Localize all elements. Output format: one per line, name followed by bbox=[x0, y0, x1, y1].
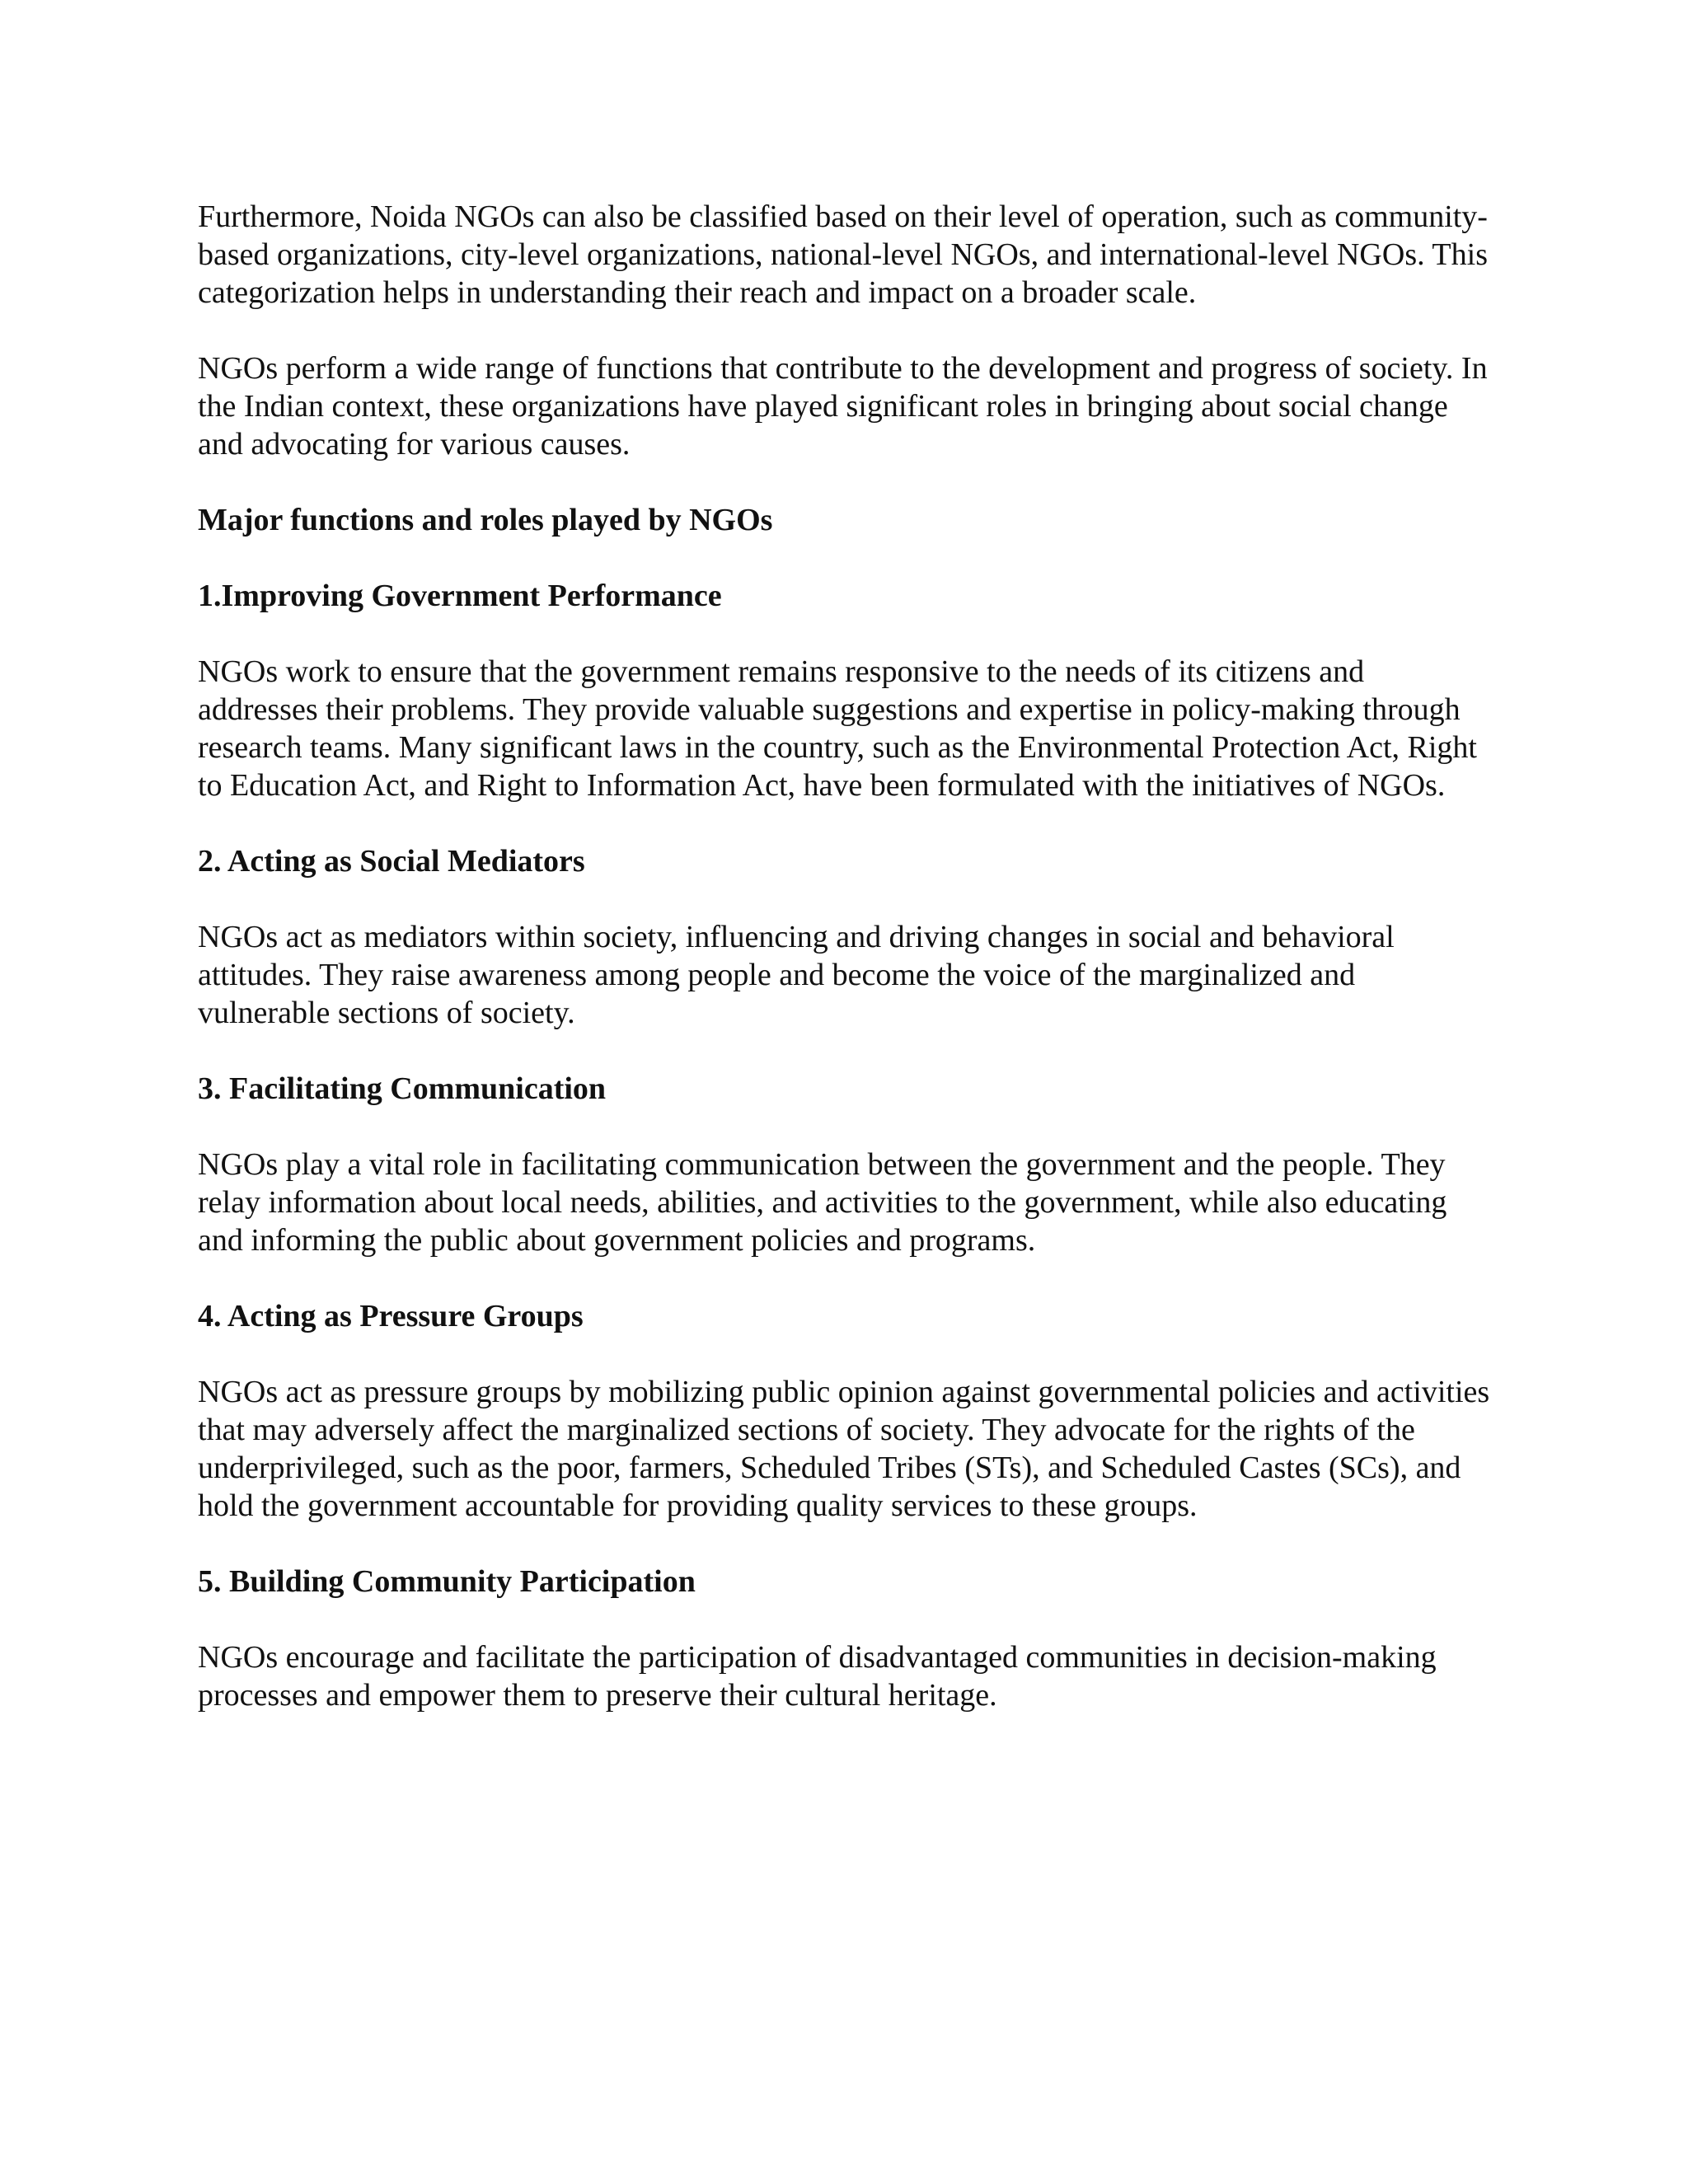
section-body-3: NGOs play a vital role in facilitating communication between the government and the people. They relay information about local needs, abilities, and activities to the government, while also educating and informing the public about government policies and programs. bbox=[198, 1147, 1447, 1258]
document-page bbox=[198, 198, 1492, 1752]
section-body-1: NGOs work to ensure that the government remains responsive to the needs of its citizens and addresses their problems. They provide valuable suggestions and expertise in policy-making through research teams. Many significant laws in the country, such as the Environmental Protection Act, Right to Education Act, and Right to Information Act, have been formulated with the initiatives of NGOs. bbox=[198, 654, 1477, 803]
section-heading-5: 5. Building Community Participation bbox=[198, 1564, 696, 1599]
section-body-4: NGOs act as pressure groups by mobilizing public opinion against governmental policies and activities that may adversely affect the marginalized sections of society. They advocate for the rights of the underprivileged, such as the poor, farmers, Scheduled Tribes (STs), and Scheduled Castes (SCs), and hold the government accountable for providing quality services to these groups. bbox=[198, 1375, 1490, 1523]
section-heading-3: 3. Facilitating Communication bbox=[198, 1071, 607, 1106]
intro-paragraph-1: Furthermore, Noida NGOs can also be classified based on their level of operation, such as community-based organizations, city-level organizations, national-level NGOs, and international-level NGOs. This categorization helps in understanding their reach and impact on a broader scale. bbox=[198, 199, 1488, 310]
intro-paragraph-2: NGOs perform a wide range of functions that contribute to the development and progress of society. In the Indian context, these organizations have played significant roles in bringing about social change and advocating for various causes. bbox=[198, 351, 1488, 462]
section-heading-1: 1.Improving Government Performance bbox=[198, 579, 722, 613]
section-heading-2: 2. Acting as Social Mediators bbox=[198, 844, 585, 879]
section-body-2: NGOs act as mediators within society, influencing and driving changes in social and behavioral attitudes. They raise awareness among people and become the voice of the marginalized and vulnerable sections of society. bbox=[198, 920, 1395, 1030]
main-heading: Major functions and roles played by NGOs bbox=[198, 503, 773, 537]
section-heading-4: 4. Acting as Pressure Groups bbox=[198, 1299, 584, 1333]
section-body-5: NGOs encourage and facilitate the participation of disadvantaged communities in decision-making processes and empower them to preserve their cultural heritage. bbox=[198, 1640, 1437, 1713]
